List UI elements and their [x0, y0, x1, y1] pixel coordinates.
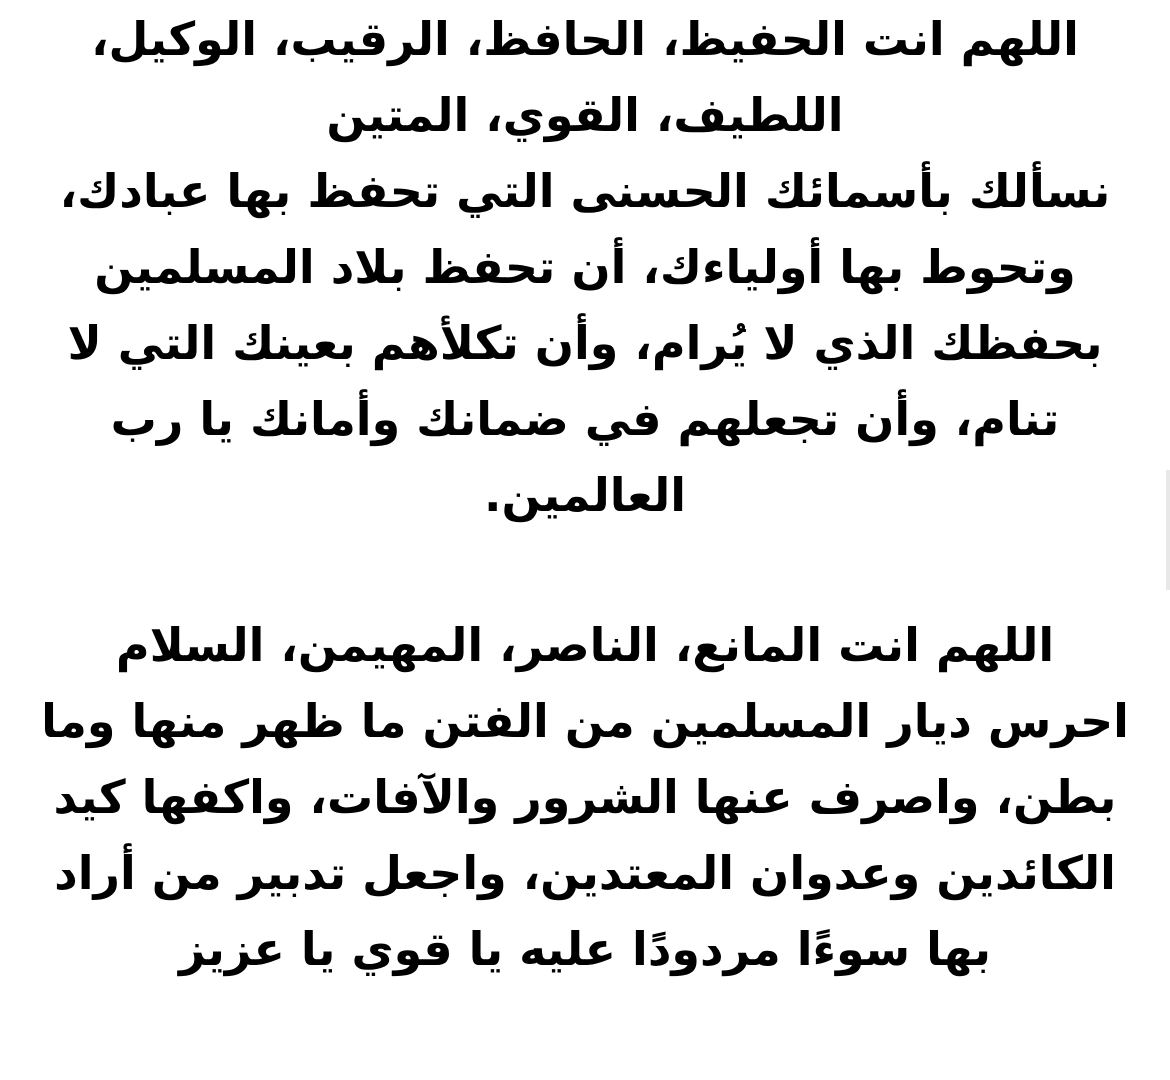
paragraph-2-line-3: بطن، واصرف عنها الشرور والآفات، واكفها كيد — [53, 770, 1117, 824]
paragraph-1-line-1: اللهم انت الحفيظ، الحافظ، الرقيب، الوكيل، — [91, 12, 1079, 66]
paragraph-1-line-2: اللطيف، القوي، المتين — [326, 88, 844, 142]
paragraph-2-line-1: اللهم انت المانع، الناصر، المهيمن، السلام — [115, 618, 1055, 672]
paragraph-2-line-2: احرس ديار المسلمين من الفتن ما ظهر منها وما — [41, 694, 1129, 748]
paragraph-2-line-5: بها سوءًا مردودًا عليه يا قوي يا عزيز — [178, 922, 992, 976]
paragraph-1-line-6: تنام، وأن تجعلهم في ضمانك وأمانك يا رب — [110, 392, 1060, 446]
paragraph-1-line-5: بحفظك الذي لا يُرام، وأن تكلأهم بعينك التي لا — [67, 316, 1103, 370]
paragraph-1-line-3: نسألك بأسمائك الحسنى التي تحفظ بها عبادك، — [59, 164, 1111, 218]
scroll-edge-indicator — [1166, 470, 1170, 590]
paragraph-2-line-4: الكائدين وعدوان المعتدين، واجعل تدبير من أراد — [54, 846, 1116, 900]
paragraph-1-line-4: وتحوط بها أولياءك، أن تحفظ بلاد المسلمين — [94, 240, 1076, 294]
paragraph-1-line-7: العالمين. — [483, 468, 687, 522]
